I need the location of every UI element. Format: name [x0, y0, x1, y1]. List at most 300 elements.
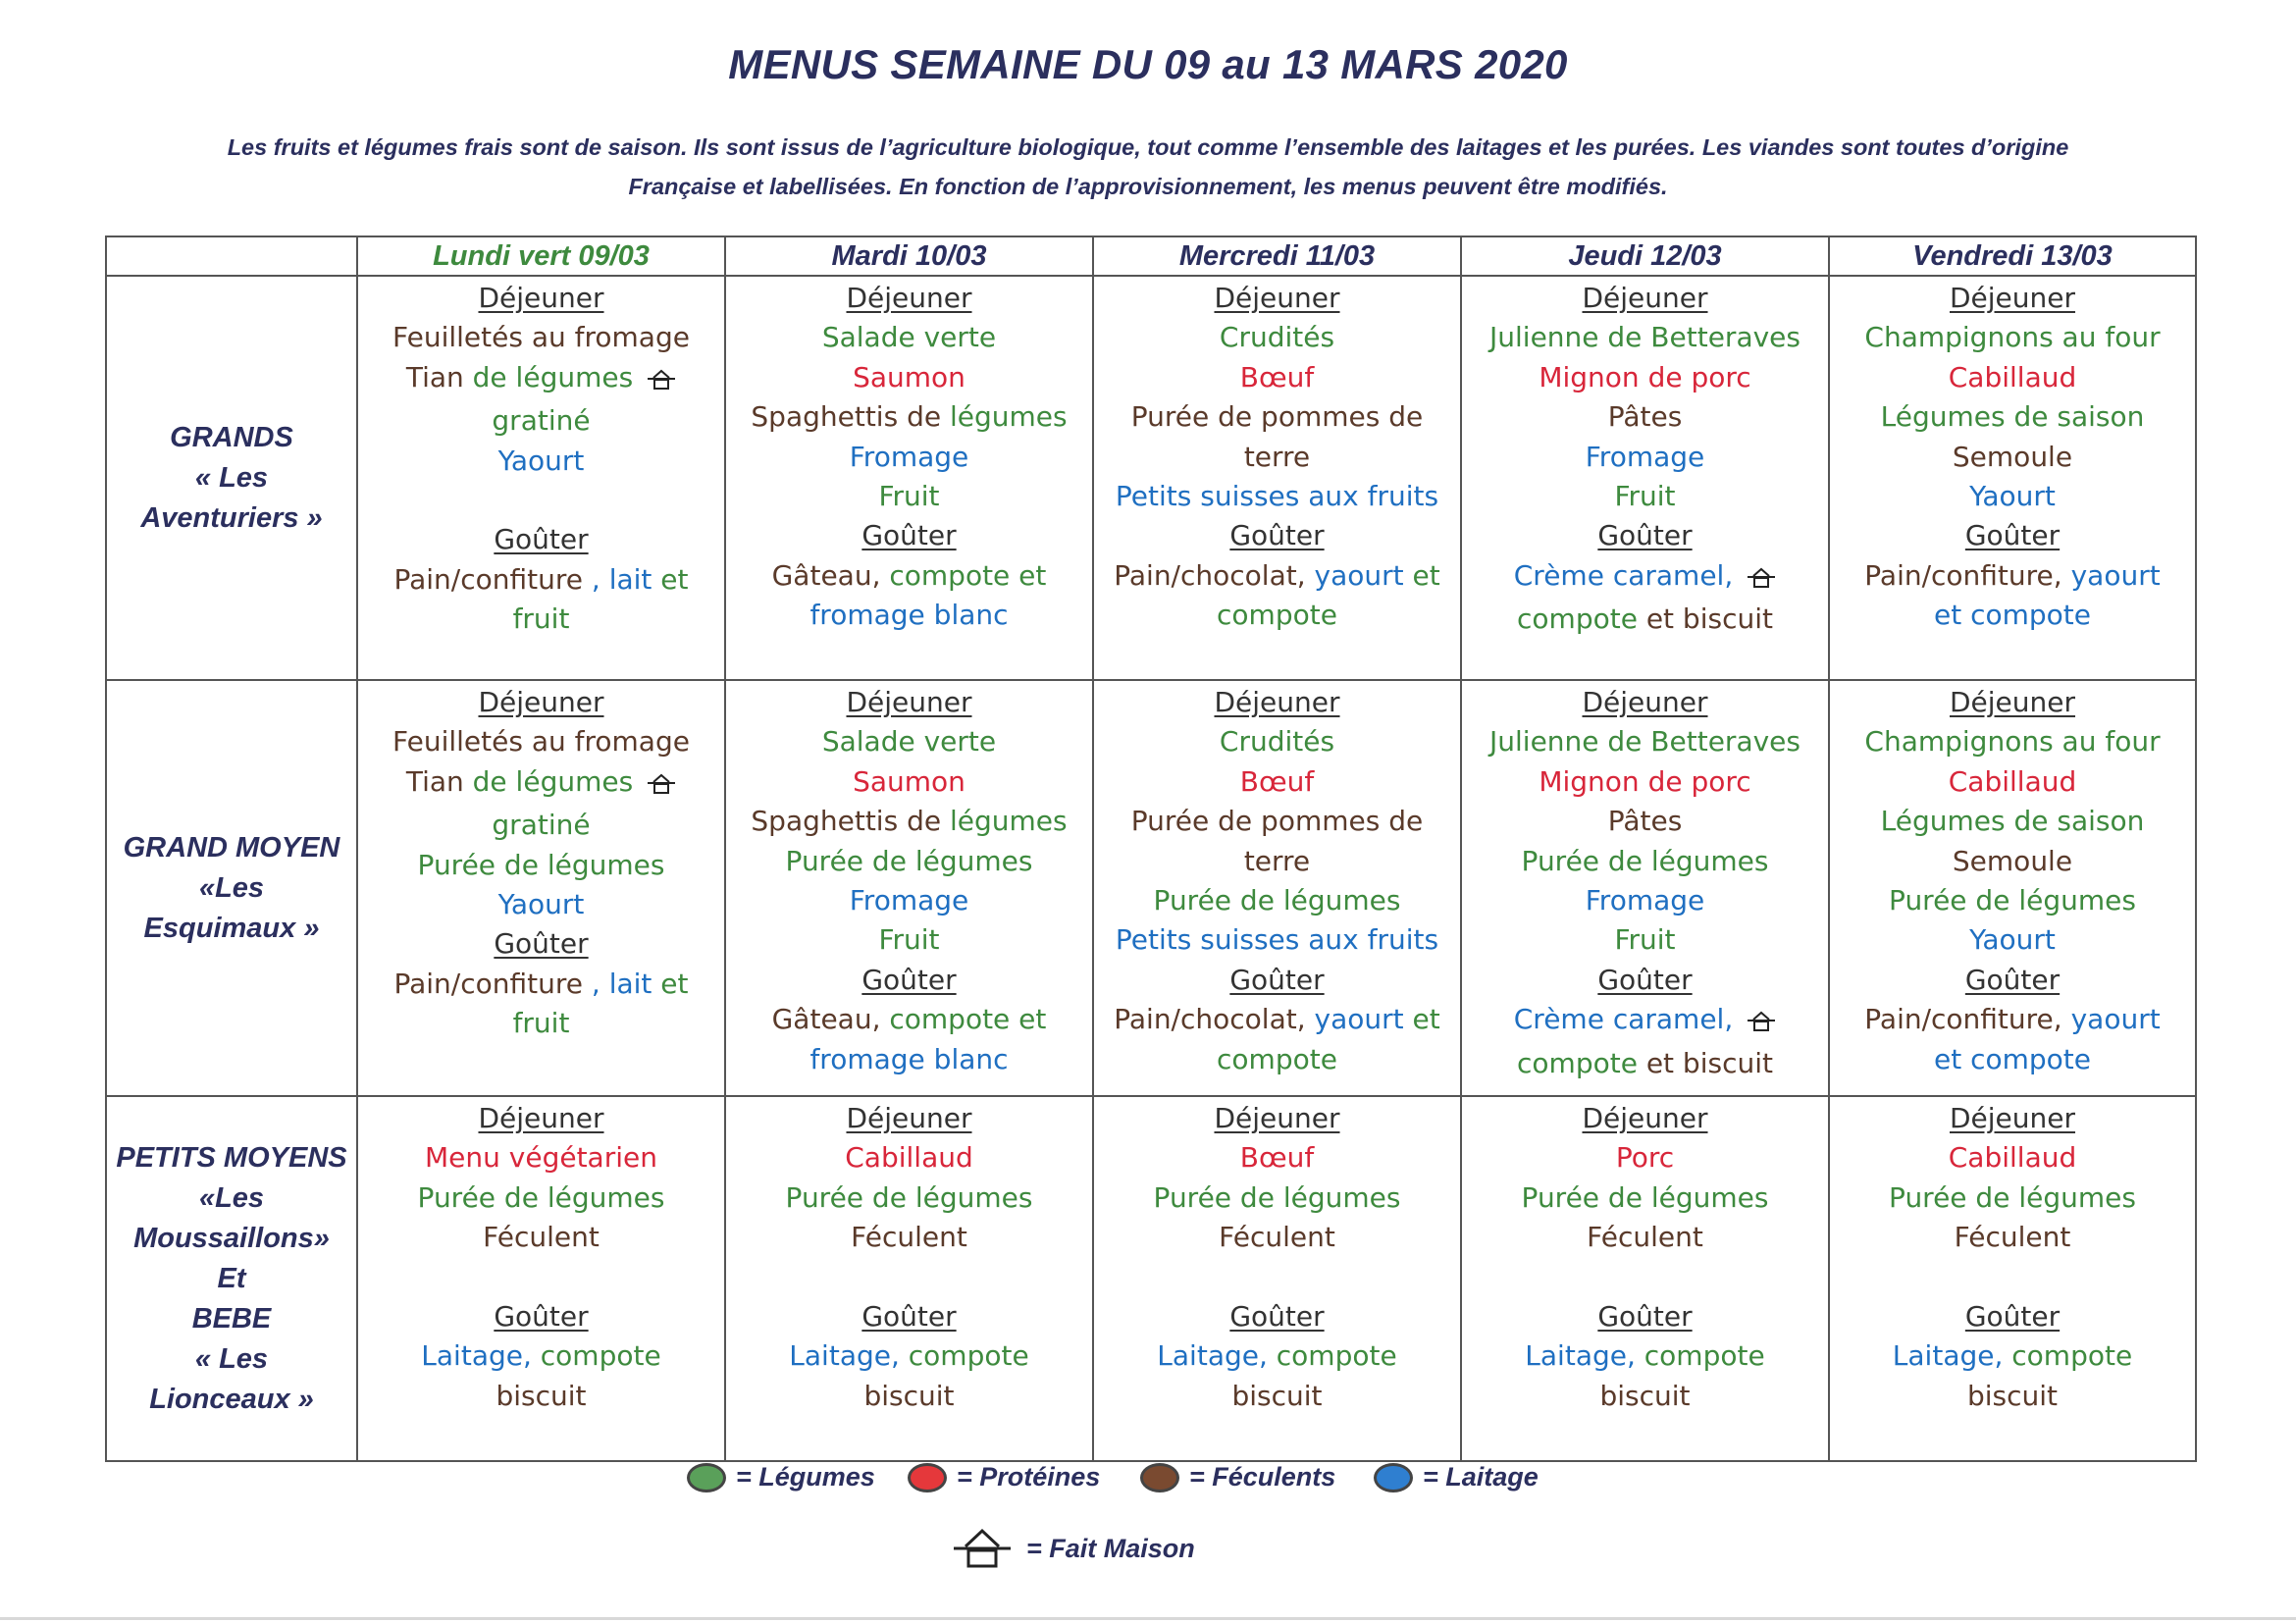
feculents-color-dot	[1140, 1463, 1179, 1492]
dish-laitage: Laitage,	[421, 1339, 541, 1373]
section-heading: Déjeuner	[846, 282, 972, 314]
group-label-line: Moussaillons»	[133, 1222, 330, 1254]
dish-feculents: Spaghettis de	[751, 805, 950, 838]
menu-line	[358, 600, 724, 639]
dish-laitage: Fromage	[1585, 440, 1705, 473]
dish-laitage: fromage blanc	[809, 599, 1009, 632]
dish-feculents: Semoule	[1952, 440, 2073, 473]
menu-line	[1830, 1099, 2195, 1138]
menu-line	[1462, 516, 1828, 555]
dish-legumes: Crudités	[1219, 321, 1335, 354]
menu-line	[358, 442, 724, 481]
menu-line	[1830, 1336, 2195, 1376]
dish-feculents: Pain/confiture,	[1864, 1003, 2071, 1036]
menu-line	[726, 1377, 1092, 1416]
dish-feculents: Pain/confiture,	[1864, 558, 2071, 592]
menu-line	[358, 1178, 724, 1218]
dish-feculents: Spaghettis de	[751, 400, 950, 434]
dish-legumes: Purée de légumes	[1889, 1180, 2136, 1214]
menu-line	[1830, 477, 2195, 516]
menu-line	[726, 961, 1092, 1000]
dish-legumes: fruit	[512, 1007, 570, 1040]
section-heading: Goûter	[1229, 1300, 1325, 1334]
page-edge	[0, 1617, 2296, 1620]
menu-cell	[725, 680, 1093, 1096]
menu-cell	[1829, 1096, 2196, 1461]
menu-line	[1462, 397, 1828, 437]
menu-cell	[1461, 276, 1829, 680]
dish-laitage: Fromage	[849, 884, 969, 917]
dish-feculents: Pâtes	[1607, 805, 1683, 838]
dish-legumes: gratiné	[492, 809, 591, 842]
menu-line	[1094, 477, 1460, 516]
dish-feculents: Gâteau,	[771, 558, 890, 592]
menu-line	[1462, 600, 1828, 639]
dish-laitage: Fromage	[849, 440, 969, 473]
menu-line	[726, 920, 1092, 960]
menu-line	[1094, 318, 1460, 357]
menu-line	[1094, 1178, 1460, 1218]
menu-cell	[725, 1096, 1093, 1461]
group-label-line: « Les	[194, 1342, 269, 1375]
menu-line	[1094, 961, 1460, 1000]
day-header-lundi: Lundi vert 09/03	[357, 236, 725, 276]
proteines-color-dot	[908, 1463, 947, 1492]
dish-legumes: Fruit	[878, 480, 940, 513]
dish-feculents: Féculent	[851, 1221, 967, 1254]
section-heading: Déjeuner	[1949, 282, 2076, 314]
menu-line	[1094, 1040, 1460, 1079]
section-heading: Déjeuner	[1214, 1102, 1340, 1134]
dish-laitage: Laitage,	[789, 1339, 909, 1373]
menu-line	[1094, 1000, 1460, 1039]
dish-legumes: Champignons au four	[1864, 725, 2161, 759]
menu-line	[1462, 920, 1828, 960]
dish-feculents: Féculent	[1219, 1221, 1335, 1254]
dish-legumes: Fruit	[878, 923, 940, 957]
dish-proteines: Mignon de porc	[1539, 360, 1751, 393]
section-heading: Déjeuner	[1582, 282, 1708, 314]
dish-legumes: compote et	[889, 1003, 1047, 1036]
menu-line	[1094, 1099, 1460, 1138]
menu-line	[726, 1178, 1092, 1218]
dish-feculents: Pain/chocolat,	[1114, 1003, 1315, 1036]
menu-line	[726, 358, 1092, 397]
menu-line	[726, 1218, 1092, 1257]
dish-legumes: Purée de légumes	[1889, 884, 2136, 917]
menu-line	[1830, 1218, 2195, 1257]
menu-line	[726, 1336, 1092, 1376]
dish-feculents: biscuit	[496, 1379, 587, 1412]
menu-cell	[1093, 1096, 1461, 1461]
spacer	[358, 481, 724, 520]
menu-line	[726, 683, 1092, 722]
dish-laitage: Petits suisses aux fruits	[1115, 923, 1439, 957]
section-heading: Déjeuner	[1214, 282, 1340, 314]
menu-line	[358, 1377, 724, 1416]
menu-line	[1830, 516, 2195, 555]
page-title: MENUS SEMAINE DU 09 au 13 MARS 2020	[728, 41, 1568, 87]
menu-cell	[1829, 276, 2196, 680]
menu-line	[1830, 397, 2195, 437]
section-heading: Déjeuner	[1949, 686, 2076, 718]
dish-feculents: Semoule	[1952, 844, 2073, 877]
day-header-mercredi: Mercredi 11/03	[1093, 236, 1461, 276]
dish-legumes: Légumes de saison	[1880, 400, 2145, 434]
dish-legumes: compote	[2011, 1339, 2133, 1373]
row-grands	[106, 276, 2196, 680]
spacer	[1830, 1258, 2195, 1297]
section-heading: Déjeuner	[846, 1102, 972, 1134]
row-grand-moyen	[106, 680, 2196, 1096]
menu-line	[358, 358, 724, 401]
dish-legumes: et	[1412, 558, 1440, 592]
menu-line	[1830, 1000, 2195, 1039]
section-heading: Déjeuner	[846, 686, 972, 718]
menu-line	[1094, 1297, 1460, 1336]
menu-line	[1094, 1138, 1460, 1178]
section-heading: Déjeuner	[478, 282, 604, 314]
dish-feculents: biscuit	[1231, 1379, 1323, 1412]
dish-laitage: Yaourt	[1969, 480, 2056, 513]
section-heading: Goûter	[494, 927, 589, 961]
spacer	[1462, 1258, 1828, 1297]
menu-line	[1094, 762, 1460, 802]
section-heading: Goûter	[1229, 963, 1325, 996]
dish-feculents: Purée de pommes de	[1130, 805, 1424, 838]
menu-line	[1094, 358, 1460, 397]
fait-maison-house-icon	[952, 1527, 1013, 1570]
dish-feculents: Tian	[405, 360, 473, 393]
dish-legumes: Purée de légumes	[1521, 844, 1769, 877]
dish-feculents: biscuit	[863, 1379, 955, 1412]
dish-feculents: et biscuit	[1645, 1046, 1773, 1079]
menu-line	[1462, 1377, 1828, 1416]
group-label	[106, 680, 357, 1096]
menu-line	[726, 279, 1092, 318]
menu-line	[726, 397, 1092, 437]
day-header-jeudi: Jeudi 12/03	[1461, 236, 1829, 276]
menu-line	[1094, 1336, 1460, 1376]
dish-legumes: Crudités	[1219, 725, 1335, 759]
dish-legumes: Fruit	[1614, 923, 1676, 957]
dish-legumes: fruit	[512, 602, 570, 636]
menu-line	[1462, 881, 1828, 920]
menu-line	[1094, 556, 1460, 596]
menu-line	[1094, 1218, 1460, 1257]
menu-line	[1094, 438, 1460, 477]
menu-line	[1830, 1040, 2195, 1079]
laitage-color-dot	[1374, 1463, 1413, 1492]
menu-line	[358, 401, 724, 441]
menu-line	[1094, 881, 1460, 920]
menu-line	[1094, 683, 1460, 722]
menu-cell	[357, 1096, 725, 1461]
menu-line	[1830, 961, 2195, 1000]
intro-line-2: Française et labellisées. En fonction de l’approvisionnement, les menus peuvent être modifiés.	[628, 174, 1668, 199]
menu-line	[1462, 556, 1828, 600]
menu-line	[358, 722, 724, 761]
dish-feculents: Féculent	[483, 1221, 600, 1254]
section-heading: Déjeuner	[478, 686, 604, 718]
menu-line	[358, 885, 724, 924]
group-label-line: Esquimaux »	[143, 912, 320, 944]
menu-line	[358, 1336, 724, 1376]
fait-maison-house-icon	[1747, 1004, 1776, 1043]
menu-line	[358, 1138, 724, 1178]
menu-cell	[1461, 680, 1829, 1096]
menu-line	[1462, 683, 1828, 722]
dish-legumes: compote	[1517, 1046, 1646, 1079]
menu-line	[726, 1040, 1092, 1079]
dish-legumes: Légumes de saison	[1880, 805, 2145, 838]
menu-line	[1462, 1044, 1828, 1083]
section-heading: Goûter	[1964, 1300, 2061, 1334]
header-row	[106, 236, 2196, 276]
dish-feculents: Pain/confiture	[393, 967, 592, 1000]
dish-feculents: Feuilletés au fromage	[392, 321, 690, 354]
dish-legumes: Champignons au four	[1864, 321, 2161, 354]
dish-legumes: Purée de légumes	[1153, 1180, 1401, 1214]
menu-line	[1830, 920, 2195, 960]
dish-proteines: Cabillaud	[1948, 360, 2077, 393]
dish-feculents: biscuit	[1966, 1379, 2059, 1412]
dish-legumes: compote	[1217, 599, 1337, 632]
dish-laitage: yaourt	[1314, 558, 1413, 592]
menu-line	[1830, 556, 2195, 596]
legend-label: = Féculents	[1189, 1462, 1336, 1492]
dish-laitage: Yaourt	[1969, 923, 2056, 957]
menu-line	[1462, 1178, 1828, 1218]
dish-legumes: légumes	[949, 400, 1068, 434]
menu-line	[1094, 1377, 1460, 1416]
menu-line	[358, 1099, 724, 1138]
dish-proteines: Saumon	[853, 764, 965, 798]
fait-maison-house-icon	[647, 362, 676, 401]
menu-line	[358, 806, 724, 845]
dish-proteines: Mignon de porc	[1539, 764, 1751, 798]
dish-legumes: Purée de légumes	[785, 844, 1033, 877]
menu-cell	[725, 276, 1093, 680]
spacer	[358, 1258, 724, 1297]
dish-laitage: et compote	[1933, 599, 2091, 632]
menu-cell	[1461, 1096, 1829, 1461]
menu-line	[1462, 1000, 1828, 1043]
dish-legumes: compote	[1644, 1339, 1765, 1373]
dish-proteines: Bœuf	[1239, 1141, 1315, 1175]
group-label	[106, 276, 357, 680]
dish-legumes: Salade verte	[821, 725, 997, 759]
dish-proteines: Cabillaud	[1948, 764, 2077, 798]
dish-feculents: Feuilletés au fromage	[392, 725, 690, 759]
menu-line	[1462, 358, 1828, 397]
menu-line	[358, 846, 724, 885]
dish-legumes: Purée de légumes	[417, 1180, 665, 1214]
menu-line	[1094, 596, 1460, 635]
menu-line	[358, 318, 724, 357]
row-petits-moyens	[106, 1096, 2196, 1461]
intro-line-1: Les fruits et légumes frais sont de saison. Ils sont issus de l’agriculture biologique, tout comme l’ensemble des laitages et les purées. Les viandes sont toutes d’origine	[227, 134, 2069, 160]
menu-line	[1462, 802, 1828, 841]
menu-table	[105, 236, 2197, 1462]
legend-item-proteines	[908, 1462, 1100, 1492]
fait-maison-label: = Fait Maison	[1026, 1533, 1195, 1563]
menu-line	[358, 520, 724, 559]
dish-laitage: Crème caramel,	[1513, 1003, 1734, 1036]
menu-line	[726, 1297, 1092, 1336]
menu-line	[1094, 397, 1460, 437]
menu-line	[726, 596, 1092, 635]
section-heading: Goûter	[861, 963, 957, 996]
menu-line	[1094, 920, 1460, 960]
group-label-line: PETITS MOYENS	[116, 1141, 347, 1174]
menu-line	[1830, 683, 2195, 722]
section-heading: Déjeuner	[1214, 686, 1340, 718]
menu-line	[1462, 1099, 1828, 1138]
spacer	[726, 1258, 1092, 1297]
legend-label: = Légumes	[736, 1462, 875, 1492]
group-label-line: «Les	[198, 871, 265, 904]
dish-feculents: Tian	[405, 764, 473, 798]
menu-line	[358, 279, 724, 318]
menu-line	[1830, 1178, 2195, 1218]
menu-line	[726, 722, 1092, 761]
legend-item-laitage	[1374, 1462, 1539, 1492]
menu-line	[726, 477, 1092, 516]
dish-legumes: de légumes	[472, 764, 634, 798]
dish-legumes: Purée de légumes	[1521, 1180, 1769, 1214]
group-label-line: «Les	[198, 1181, 265, 1214]
menu-line	[1830, 1138, 2195, 1178]
dish-legumes: compote et	[889, 558, 1047, 592]
section-heading: Goûter	[1964, 963, 2061, 996]
group-label-line: Aventuriers »	[140, 501, 323, 534]
section-heading: Déjeuner	[478, 1102, 604, 1134]
dish-proteines: Cabillaud	[1948, 1141, 2077, 1175]
dish-legumes: Purée de légumes	[417, 848, 665, 881]
legend-item-legumes	[687, 1462, 875, 1492]
menu-line	[726, 1000, 1092, 1039]
dish-feculents: Purée de pommes de	[1130, 400, 1424, 434]
dish-laitage: yaourt	[2070, 1003, 2161, 1036]
dish-legumes: compote	[908, 1339, 1029, 1373]
dish-legumes: compote	[1276, 1339, 1397, 1373]
dish-feculents: Gâteau,	[771, 1003, 890, 1036]
section-heading: Goûter	[1597, 1300, 1693, 1334]
dish-legumes: Salade verte	[821, 321, 997, 354]
menu-line	[1830, 318, 2195, 357]
section-heading: Goûter	[1597, 519, 1693, 552]
menu-cell	[1093, 680, 1461, 1096]
dish-legumes: Julienne de Betteraves	[1489, 725, 1800, 759]
dish-feculents: Pain/chocolat,	[1114, 558, 1315, 592]
dish-laitage: Yaourt	[497, 888, 585, 921]
menu-line	[1462, 1336, 1828, 1376]
group-label	[106, 1096, 357, 1461]
legend-label: = Laitage	[1423, 1462, 1539, 1492]
menu-line	[1830, 438, 2195, 477]
menu-line	[726, 802, 1092, 841]
menu-line	[726, 1138, 1092, 1178]
dish-proteines: Cabillaud	[845, 1141, 973, 1175]
menu-line	[1462, 961, 1828, 1000]
dish-legumes: compote	[1217, 1042, 1337, 1075]
menu-line	[358, 965, 724, 1004]
section-heading: Déjeuner	[1582, 1102, 1708, 1134]
menu-line	[1830, 762, 2195, 802]
legend-item-feculents	[1140, 1462, 1335, 1492]
dish-legumes: légumes	[949, 805, 1068, 838]
menu-line	[1830, 722, 2195, 761]
section-heading: Déjeuner	[1949, 1102, 2076, 1134]
menu-line	[726, 556, 1092, 596]
spacer	[1094, 1258, 1460, 1297]
fait-maison-house-icon	[1747, 560, 1776, 600]
group-label-line: GRANDS	[170, 421, 293, 453]
dish-legumes: et	[660, 967, 689, 1000]
section-heading: Goûter	[861, 519, 957, 552]
legend-label: = Protéines	[957, 1462, 1101, 1492]
dish-feculents: terre	[1243, 440, 1311, 473]
menu-line	[1462, 762, 1828, 802]
dish-laitage: Laitage,	[1525, 1339, 1644, 1373]
menu-line	[358, 560, 724, 600]
group-label-line: Et	[217, 1262, 246, 1294]
dish-legumes: Fruit	[1614, 480, 1676, 513]
menu-line	[1094, 722, 1460, 761]
menu-line	[358, 1004, 724, 1043]
dish-legumes: Julienne de Betteraves	[1489, 321, 1800, 354]
menu-cell	[1093, 276, 1461, 680]
menu-line	[1830, 842, 2195, 881]
menu-line	[1462, 1138, 1828, 1178]
menu-line	[726, 438, 1092, 477]
group-label-line: Lionceaux »	[149, 1383, 314, 1415]
section-heading: Goûter	[494, 523, 589, 556]
dish-feculents: et biscuit	[1645, 602, 1773, 636]
menu-line	[726, 516, 1092, 555]
group-label-line: « Les	[194, 461, 269, 494]
menu-line	[726, 881, 1092, 920]
fait-maison-house-icon	[647, 766, 676, 806]
menu-cell	[357, 680, 725, 1096]
group-label-line: BEBE	[191, 1302, 272, 1335]
dish-feculents: Féculent	[1587, 1221, 1703, 1254]
dish-legumes: Purée de légumes	[785, 1180, 1033, 1214]
day-header-mardi: Mardi 10/03	[725, 236, 1093, 276]
dish-laitage: Petits suisses aux fruits	[1115, 480, 1439, 513]
dish-proteines: Bœuf	[1239, 764, 1315, 798]
dish-feculents: biscuit	[1599, 1379, 1691, 1412]
section-heading: Goûter	[1597, 963, 1693, 996]
dish-legumes: compote	[1517, 602, 1646, 636]
dish-proteines: Bœuf	[1239, 360, 1315, 393]
menu-line	[1830, 596, 2195, 635]
dish-laitage: Crème caramel,	[1513, 558, 1734, 592]
section-heading: Déjeuner	[1582, 686, 1708, 718]
dish-feculents: Pain/confiture	[393, 562, 592, 596]
menu-line	[1830, 1377, 2195, 1416]
menu-cell	[357, 276, 725, 680]
dish-legumes: de légumes	[472, 360, 634, 393]
menu-line	[1462, 722, 1828, 761]
dish-laitage: Yaourt	[497, 444, 585, 477]
dish-proteines: Saumon	[853, 360, 965, 393]
menu-line	[1462, 842, 1828, 881]
legend-fait-maison	[952, 1527, 1195, 1570]
dish-laitage: , lait	[591, 967, 661, 1000]
legumes-color-dot	[687, 1463, 726, 1492]
